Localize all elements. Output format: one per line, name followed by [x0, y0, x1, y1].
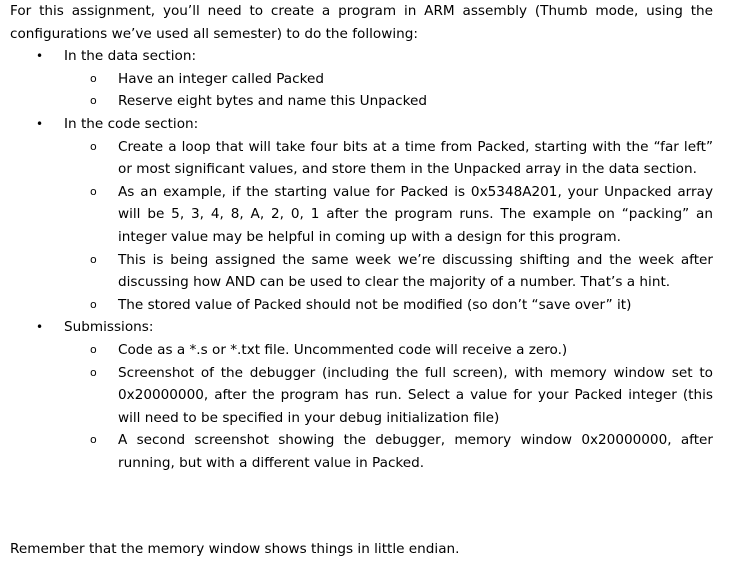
section-heading: Submissions: [64, 319, 154, 336]
list-item-text: Code as a *.s or *.txt file. Uncommented code will receive a zero.) [118, 341, 568, 358]
list-item [64, 429, 713, 474]
subitem-list [64, 68, 713, 113]
list-item [64, 68, 713, 91]
section-code [10, 113, 713, 316]
list-item-text: As an example, if the starting value for Packed is 0x5348A201, your Unpacked array will be 5, 3, 4, 8, A, 2, 0, 1 after the program runs. The example on “packing” an integer value may be helpful in coming up with a design for this program. [118, 183, 713, 245]
circle-bullet-icon: o [90, 139, 97, 153]
list-item [64, 339, 713, 362]
list-item [64, 294, 713, 317]
circle-bullet-icon: o [90, 184, 97, 198]
section-list [10, 45, 713, 474]
list-item-text: Screenshot of the debugger (including the full screen), with memory window set to 0x20000000, after the program has run. Select a value for your Packed integer (this will need to be specified in your debug initialization file) [118, 364, 713, 426]
section-heading: In the data section: [64, 48, 197, 65]
circle-bullet-icon: o [90, 252, 97, 266]
list-item-text: This is being assigned the same week we’re discussing shifting and the week after discussing how AND can be used to clear the majority of a number. That’s a hint. [118, 251, 713, 291]
bullet-icon: • [36, 116, 44, 131]
list-item [64, 136, 713, 181]
list-item-text: Reserve eight bytes and name this Unpacked [118, 93, 428, 110]
circle-bullet-icon: o [90, 94, 97, 108]
circle-bullet-icon: o [90, 71, 97, 85]
intro-paragraph: For this assignment, you’ll need to create a program in ARM assembly (Thumb mode, using the configurations we’ve used all semester) to do the following: [10, 3, 713, 42]
section-heading: In the code section: [64, 115, 199, 132]
circle-bullet-icon: o [90, 365, 97, 379]
list-item [64, 249, 713, 294]
subitem-list [64, 339, 713, 475]
list-item [64, 90, 713, 113]
circle-bullet-icon: o [90, 297, 97, 311]
bullet-icon: • [36, 49, 44, 64]
assignment-document [10, 0, 713, 474]
footer-note: Remember that the memory window shows things in little endian. [10, 541, 460, 557]
list-item-text: A second screenshot showing the debugger, memory window 0x20000000, after running, but with a different value in Packed. [118, 432, 713, 471]
section-submissions [10, 316, 713, 474]
section-data [10, 45, 713, 113]
list-item-text: Create a loop that will take four bits at a time from Packed, starting with the “far left” or most significant values, and store them in the Unpacked array in the data section. [118, 138, 713, 178]
list-item-text: Have an integer called Packed [118, 70, 324, 87]
bullet-icon: • [36, 320, 44, 335]
circle-bullet-icon: o [90, 433, 97, 447]
subitem-list [64, 136, 713, 317]
circle-bullet-icon: o [90, 342, 97, 356]
list-item-text: The stored value of Packed should not be modified (so don’t “save over” it) [118, 296, 632, 313]
list-item [64, 181, 713, 249]
list-item [64, 362, 713, 430]
